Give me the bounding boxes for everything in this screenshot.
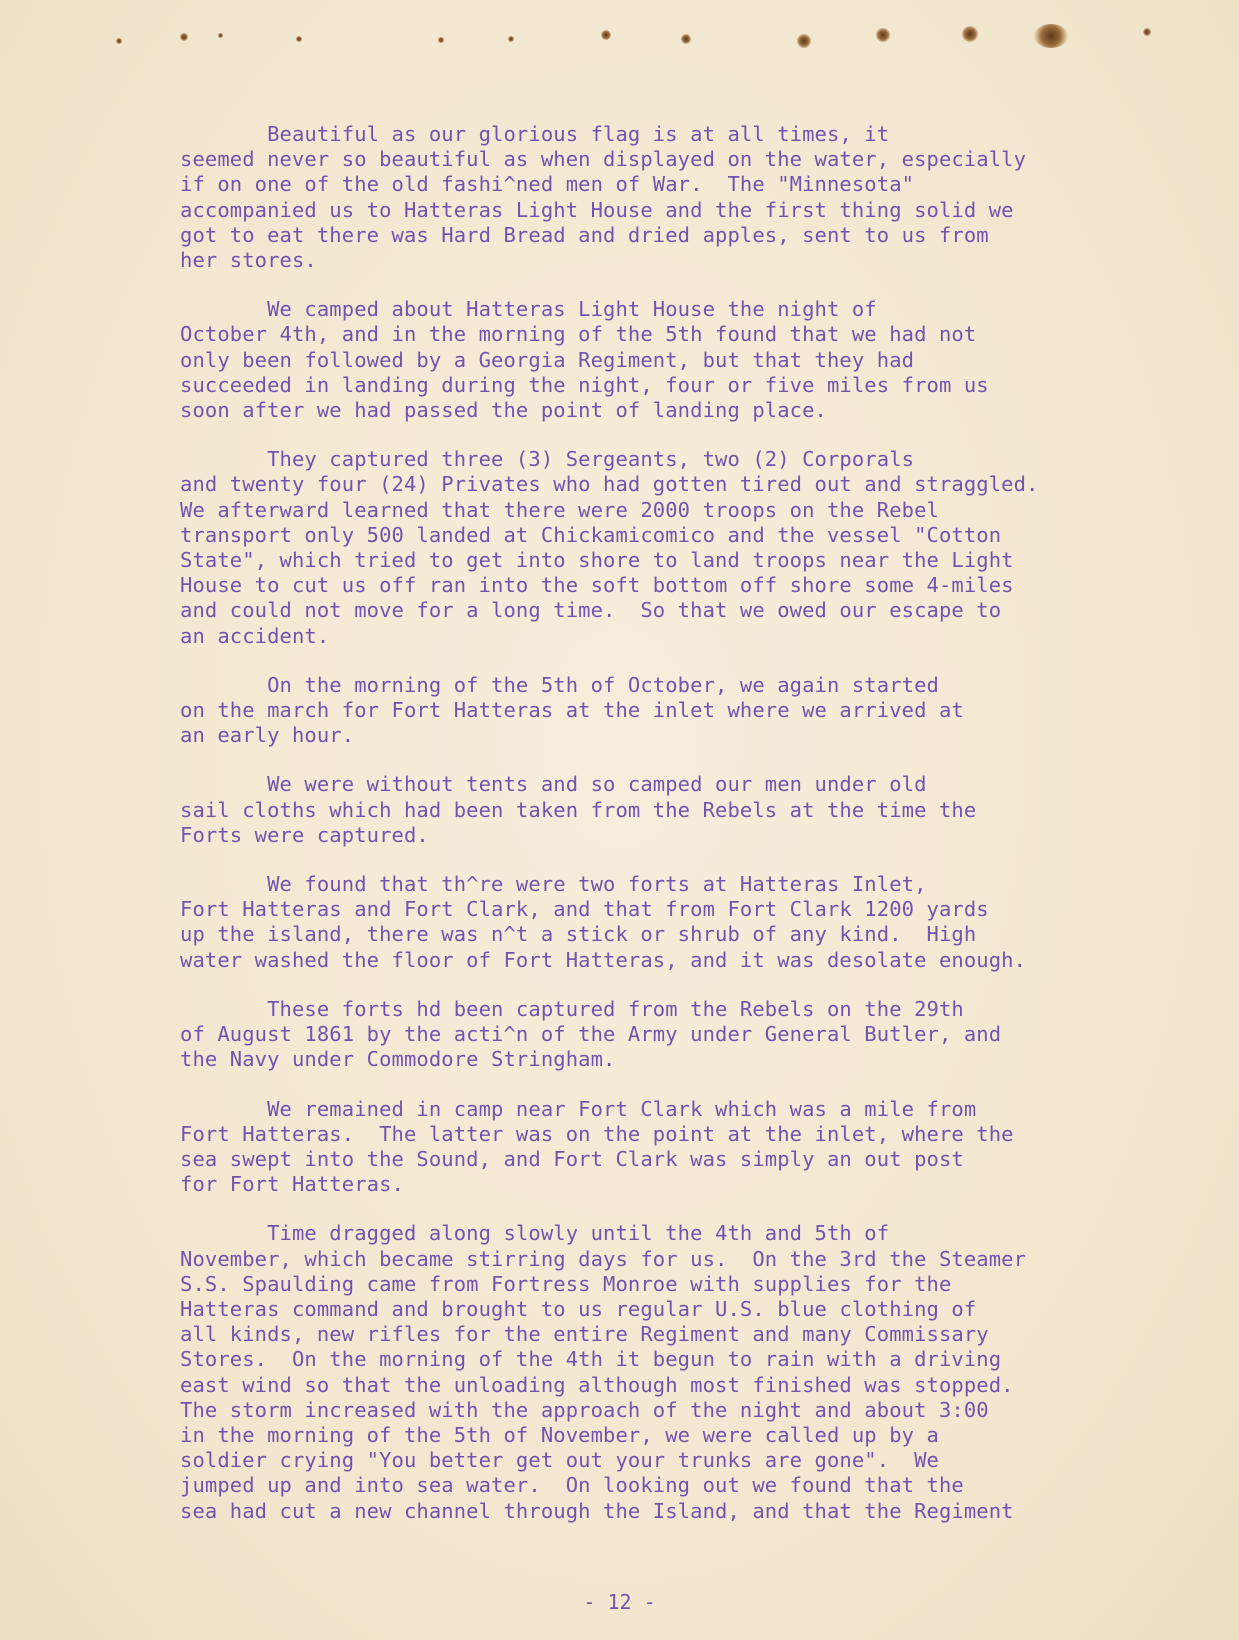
text-line: We found that th^re were two forts at Hatteras Inlet, [180, 872, 927, 897]
text-line: They captured three (3) Sergeants, two (2) Corporals [180, 447, 915, 472]
binder-hole [797, 34, 811, 48]
text-line: up the island, there was n^t a stick or shrub of any kind. High [180, 922, 977, 947]
binder-hole [1143, 28, 1151, 36]
binder-hole [601, 30, 611, 40]
paragraph [180, 1097, 1210, 1198]
text-line: House to cut us off ran into the soft bottom off shore some 4-miles [180, 573, 1014, 598]
text-line: for Fort Hatteras. [180, 1172, 404, 1197]
text-line: The storm increased with the approach of the night and about 3:00 [180, 1397, 989, 1422]
text-line: We afterward learned that there were 2000 troops on the Rebel [180, 497, 939, 522]
text-line: an accident. [180, 623, 330, 648]
text-line: Forts were captured. [180, 822, 429, 847]
text-line: We camped about Hatteras Light House the night of [180, 297, 877, 322]
text-line: and twenty four (24) Privates who had gotten tired out and straggled. [180, 472, 1039, 497]
text-line: sail cloths which had been taken from the Rebels at the time the [180, 797, 977, 822]
text-line: Stores. On the morning of the 4th it begun to rain with a driving [180, 1347, 1002, 1372]
text-line: Fort Hatteras and Fort Clark, and that from Fort Clark 1200 yards [180, 897, 989, 922]
binder-hole [438, 37, 444, 43]
text-line: transport only 500 landed at Chickamicomico and the vessel "Cotton [180, 522, 1002, 547]
binder-hole [962, 26, 978, 42]
text-line: November, which became stirring days for us. On the 3rd the Steamer [180, 1246, 1027, 1271]
text-line: soon after we had passed the point of landing place. [180, 398, 827, 423]
typewritten-body [180, 122, 1210, 1548]
paragraph [180, 997, 1210, 1073]
text-line: her stores. [180, 248, 317, 273]
text-line: east wind so that the unloading although most finished was stopped. [180, 1372, 1014, 1397]
text-line: an early hour. [180, 723, 355, 748]
text-line: if on one of the old fashi^ned men of War. The "Minnesota" [180, 172, 915, 197]
paragraph [180, 447, 1210, 649]
text-line: S.S. Spaulding came from Fortress Monroe with supplies for the [180, 1271, 952, 1296]
binder-hole [116, 38, 122, 44]
paragraph [180, 772, 1210, 848]
text-line: seemed never so beautiful as when displayed on the water, especially [180, 147, 1027, 172]
binder-hole [681, 34, 691, 44]
text-line: succeeded in landing during the night, four or five miles from us [180, 372, 989, 397]
text-line: State", which tried to get into shore to land troops near the Light [180, 548, 1014, 573]
text-line: accompanied us to Hatteras Light House and the first thing solid we [180, 197, 1014, 222]
text-line: These forts hd been captured from the Rebels on the 29th [180, 996, 964, 1021]
text-line: jumped up and into sea water. On looking out we found that the [180, 1473, 964, 1498]
text-line: Fort Hatteras. The latter was on the point at the inlet, where the [180, 1121, 1014, 1146]
binder-hole [508, 36, 514, 42]
text-line: and could not move for a long time. So that we owed our escape to [180, 598, 1002, 623]
binder-hole [218, 33, 223, 38]
paragraph [180, 1221, 1210, 1523]
binder-hole [876, 28, 890, 42]
text-line: on the march for Fort Hatteras at the inlet where we arrived at [180, 698, 964, 723]
text-line: the Navy under Commodore Stringham. [180, 1047, 616, 1072]
text-line: We remained in camp near Fort Clark which was a mile from [180, 1096, 977, 1121]
text-line: soldier crying "You better get out your trunks are gone". We [180, 1448, 939, 1473]
binder-hole [1034, 24, 1068, 48]
text-line: in the morning of the 5th of November, we were called up by a [180, 1422, 939, 1447]
text-line: all kinds, new rifles for the entire Regiment and many Commissary [180, 1322, 989, 1347]
text-line: only been followed by a Georgia Regiment, but that they had [180, 347, 915, 372]
binder-hole [296, 36, 302, 42]
text-line: October 4th, and in the morning of the 5th found that we had not [180, 322, 977, 347]
text-line: sea swept into the Sound, and Fort Clark was simply an out post [180, 1146, 964, 1171]
page-number: - 12 - [583, 1590, 656, 1614]
text-line: On the morning of the 5th of October, we again started [180, 672, 939, 697]
paragraph [180, 297, 1210, 423]
paragraph [180, 872, 1210, 973]
text-line: got to eat there was Hard Bread and dried apples, sent to us from [180, 222, 989, 247]
text-line: Beautiful as our glorious flag is at all times, it [180, 122, 890, 146]
binder-holes [0, 0, 1239, 80]
text-line: Hatteras command and brought to us regular U.S. blue clothing of [180, 1296, 977, 1321]
paragraph [180, 673, 1210, 749]
binder-hole [180, 33, 188, 41]
text-line: water washed the floor of Fort Hatteras, and it was desolate enough. [180, 947, 1027, 972]
text-line: of August 1861 by the acti^n of the Army under General Butler, and [180, 1022, 1002, 1047]
paragraph [180, 122, 1210, 273]
text-line: sea had cut a new channel through the Island, and that the Regiment [180, 1498, 1014, 1523]
text-line: Time dragged along slowly until the 4th and 5th of [180, 1221, 890, 1246]
text-line: We were without tents and so camped our men under old [180, 772, 927, 797]
